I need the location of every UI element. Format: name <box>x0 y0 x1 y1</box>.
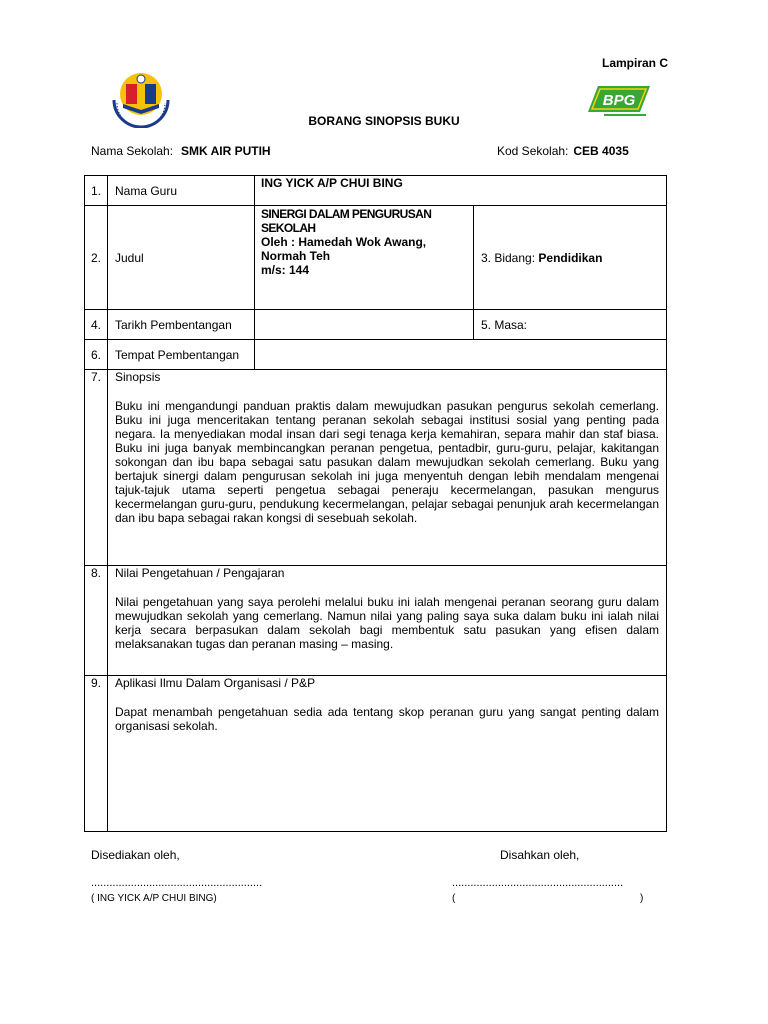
row-teacher-name <box>85 176 667 206</box>
bpg-logo-text: BPG <box>602 92 636 109</box>
row-presentation-date <box>85 310 667 340</box>
application-label: Aplikasi Ilmu Dalam Organisasi / P&P <box>115 676 316 690</box>
book-title-cell[interactable] <box>255 206 474 310</box>
school-code-row <box>497 144 629 158</box>
form-title: BORANG SINOPSIS BUKU <box>308 114 460 128</box>
row-number: 9. <box>85 676 108 832</box>
presentation-place-value[interactable] <box>255 340 667 370</box>
presentation-date-value[interactable] <box>255 310 474 340</box>
row-number: 1. <box>85 176 108 206</box>
prepared-by-label: Disediakan oleh, <box>91 848 180 862</box>
teacher-name-value[interactable]: ING YICK A/P CHUI BING <box>255 176 667 206</box>
knowledge-value-label: Nilai Pengetahuan / Pengajaran <box>115 566 285 580</box>
row-number: 2. <box>85 206 108 310</box>
book-title-line: SINERGI DALAM PENGURUSAN <box>261 207 432 221</box>
book-pages: m/s: 144 <box>261 263 310 277</box>
book-author-line: Oleh : Hamedah Wok Awang, <box>261 235 427 249</box>
approved-by-label: Disahkan oleh, <box>500 848 580 862</box>
field-label: 3. Bidang: <box>481 250 536 265</box>
school-code-label: Kod Sekolah: <box>497 144 569 158</box>
lampiran-label: Lampiran C <box>602 56 669 70</box>
row-application <box>85 676 667 832</box>
application-text: Dapat menambah pengetahuan sedia ada tentang skop peranan guru yang sangat penting dalam organisasi sekolah. <box>115 705 660 733</box>
school-name-row <box>91 144 271 158</box>
row-knowledge-value <box>85 566 667 676</box>
book-author-line: Normah Teh <box>261 249 331 263</box>
synopsis-label: Sinopsis <box>115 370 161 384</box>
synopsis-form-table <box>84 175 667 832</box>
knowledge-value-text: Nilai pengetahuan yang saya perolehi melalui buku ini ialah mengenai peranan seorang guru dalam mewujudkan sekolah yang cemerlang. Namun nilai yang paling saya suka dalam buku ini ialah nilai kerja secara berpasukan dalam sekolah bagi membentuk satu pasukan yang efisen dalam melaksanakan tugas dan peranan masing – masing. <box>115 595 660 651</box>
row-number: 8. <box>85 566 108 676</box>
row-number: 7. <box>85 370 108 566</box>
school-name-label: Nama Sekolah: <box>91 144 174 158</box>
row-number: 4. <box>85 310 108 340</box>
approved-open-paren: ( <box>452 893 456 904</box>
row-number: 6. <box>85 340 108 370</box>
book-title-label: Judul <box>108 206 255 310</box>
row-book-title <box>85 206 667 310</box>
row-presentation-place <box>85 340 667 370</box>
field-value: Pendidikan <box>538 250 603 265</box>
school-name-value: SMK AIR PUTIH <box>181 144 271 158</box>
prepared-by-name: ( ING YICK A/P CHUI BING) <box>91 893 217 904</box>
prepared-signature-line[interactable]: ........................................................ <box>91 877 263 889</box>
row-synopsis <box>85 370 667 566</box>
synopsis-text: Buku ini mengandungi panduan praktis dalam mewujudkan pasukan pengurus sekolah cemerlang. Buku ini juga menceritakan tentang peranan sekolah sebagai institusi sosial yang penting pada negara. Ia menyediakan modal insan dari segi tenaga kerja kemahiran, separa mahir dan staf biasa. Buku ini juga banyak membincangkan peranan pengetua, pentadbir, guru-guru, pelajar, kakitangan sokongan dan ibu bapa sebagai satu pasukan dalam mewujudkan sekolah cemerlang. Buku yang bertajuk sinergi dalam pengurusan sekolah ini juga menyentuh dengan lebih mendalam mengenai tajuk-tajuk utama seperti pengetua sebagai peneraju kecermelangan, pasukan mengurus kecermelangan guru-guru, pendukung kecermelangan, pelajar sebagai penunjuk arah kecermelangan dan ibu bapa sebagai rakan kongsi di sesebuah sekolah. <box>115 399 660 525</box>
teacher-name-label: Nama Guru <box>108 176 255 206</box>
duration-label[interactable]: 5. Masa: <box>474 310 667 340</box>
book-title-line: SEKOLAH <box>261 221 316 235</box>
school-code-value: CEB 4035 <box>573 144 629 158</box>
approved-signature-line[interactable]: ........................................................ <box>452 877 624 889</box>
field-cell[interactable] <box>474 206 667 310</box>
application-cell[interactable] <box>108 676 667 832</box>
approved-close-paren: ) <box>640 893 644 904</box>
presentation-date-label: Tarikh Pembentangan <box>108 310 255 340</box>
synopsis-cell[interactable] <box>108 370 667 566</box>
knowledge-value-cell[interactable] <box>108 566 667 676</box>
presentation-place-label: Tempat Pembentangan <box>108 340 255 370</box>
